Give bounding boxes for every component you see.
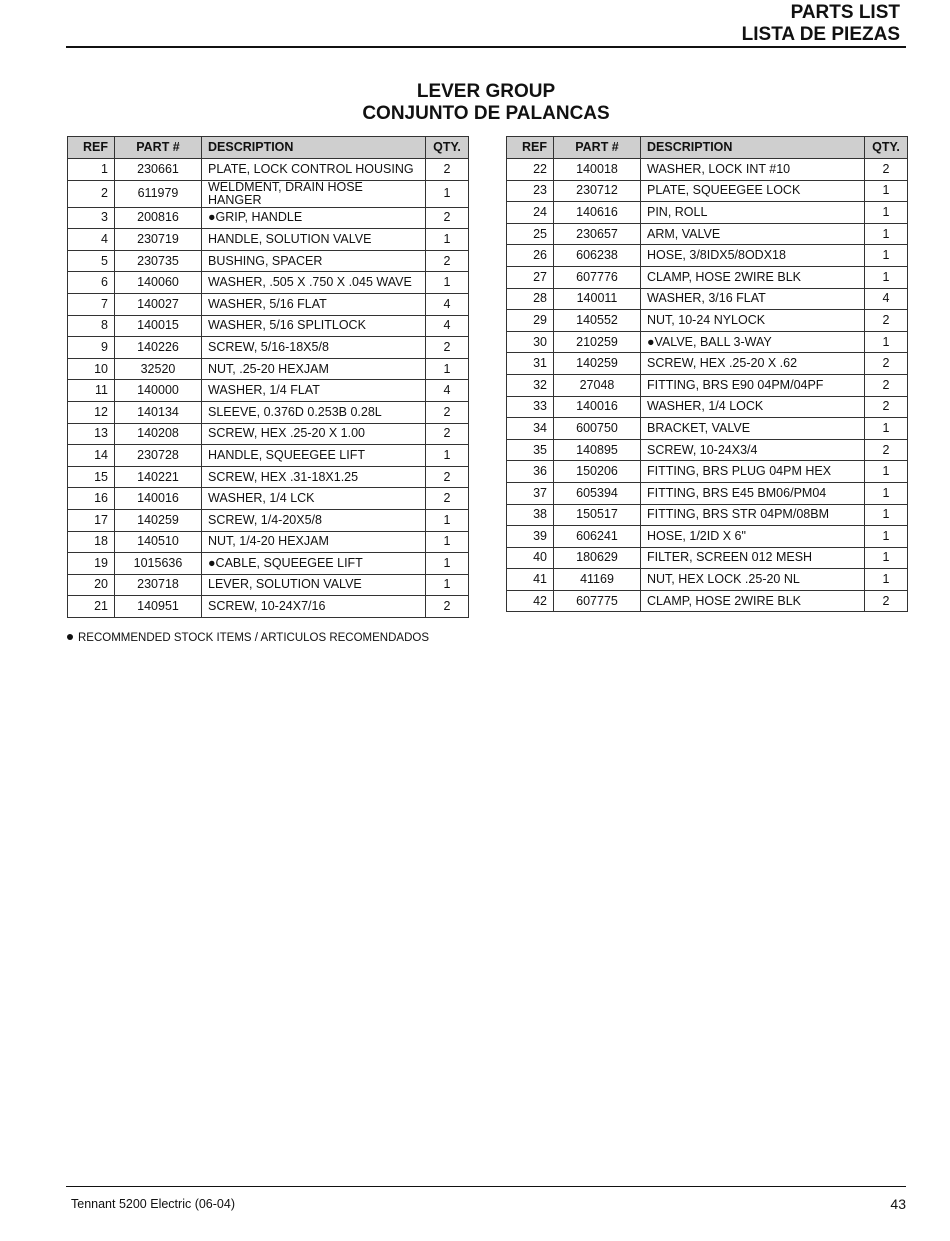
- cell-ref: 11: [68, 380, 115, 402]
- cell-ref: 1: [68, 159, 115, 181]
- cell-part-number: 140015: [115, 315, 202, 337]
- table-row: [507, 353, 908, 375]
- cell-part-number: 1015636: [115, 553, 202, 575]
- cell-description: BUSHING, SPACER: [202, 250, 426, 272]
- cell-part-number: 140895: [554, 439, 641, 461]
- cell-description: FILTER, SCREEN 012 MESH: [641, 547, 865, 569]
- table-row: [68, 509, 469, 531]
- cell-part-number: 41169: [554, 569, 641, 591]
- footer-page-number: 43: [890, 1196, 906, 1212]
- cell-qty: 1: [426, 553, 469, 575]
- cell-ref: 29: [507, 310, 554, 332]
- cell-part-number: 230718: [115, 574, 202, 596]
- header-divider: [66, 46, 906, 48]
- cell-description: SCREW, HEX .31-18X1.25: [202, 466, 426, 488]
- footer-document-info: Tennant 5200 Electric (06-04): [71, 1197, 235, 1211]
- cell-part-number: 150206: [554, 461, 641, 483]
- table-row: [68, 159, 469, 181]
- cell-ref: 21: [68, 596, 115, 618]
- cell-ref: 8: [68, 315, 115, 337]
- cell-part-number: 140259: [554, 353, 641, 375]
- table-row: [507, 223, 908, 245]
- table-row: [68, 180, 469, 207]
- cell-ref: 27: [507, 266, 554, 288]
- cell-ref: 41: [507, 569, 554, 591]
- footnote-text: RECOMMENDED STOCK ITEMS / ARTICULOS RECOMENDADOS: [78, 632, 430, 644]
- cell-description: NUT, 1/4-20 HEXJAM: [202, 531, 426, 553]
- cell-qty: 1: [865, 266, 908, 288]
- cell-ref: 7: [68, 293, 115, 315]
- cell-part-number: 140018: [554, 159, 641, 181]
- cell-part-number: 140000: [115, 380, 202, 402]
- cell-qty: 1: [865, 331, 908, 353]
- cell-description: NUT, .25-20 HEXJAM: [202, 358, 426, 380]
- cell-part-number: 200816: [115, 207, 202, 229]
- cell-part-number: 32520: [115, 358, 202, 380]
- cell-ref: 32: [507, 374, 554, 396]
- section-title-line1: LEVER GROUP: [416, 81, 556, 102]
- table-row: [507, 245, 908, 267]
- cell-description: LEVER, SOLUTION VALVE: [202, 574, 426, 596]
- table-row: [68, 488, 469, 510]
- table-row: [68, 445, 469, 467]
- cell-description: WASHER, 5/16 FLAT: [202, 293, 426, 315]
- table-row: [507, 374, 908, 396]
- cell-qty: 2: [426, 596, 469, 618]
- cell-qty: 2: [426, 401, 469, 423]
- cell-part-number: 180629: [554, 547, 641, 569]
- cell-qty: 2: [865, 439, 908, 461]
- cell-part-number: 140221: [115, 466, 202, 488]
- cell-ref: 37: [507, 482, 554, 504]
- cell-description: ARM, VALVE: [641, 223, 865, 245]
- cell-qty: 2: [426, 488, 469, 510]
- cell-ref: 25: [507, 223, 554, 245]
- cell-qty: 1: [426, 358, 469, 380]
- section-title: [66, 81, 906, 125]
- cell-qty: 2: [865, 353, 908, 375]
- cell-qty: 1: [865, 526, 908, 548]
- cell-ref: 35: [507, 439, 554, 461]
- cell-part-number: 210259: [554, 331, 641, 353]
- cell-qty: 2: [426, 337, 469, 359]
- table-row: [507, 504, 908, 526]
- cell-part-number: 605394: [554, 482, 641, 504]
- cell-qty: 2: [426, 159, 469, 181]
- cell-part-number: 150517: [554, 504, 641, 526]
- parts-table-left: [67, 136, 469, 618]
- cell-part-number: 140027: [115, 293, 202, 315]
- cell-description: FITTING, BRS PLUG 04PM HEX: [641, 461, 865, 483]
- cell-description: ●VALVE, BALL 3-WAY: [641, 331, 865, 353]
- cell-part-number: 230735: [115, 250, 202, 272]
- cell-qty: 2: [865, 159, 908, 181]
- table-header-row: [68, 137, 469, 159]
- cell-part-number: 140016: [115, 488, 202, 510]
- cell-ref: 19: [68, 553, 115, 575]
- cell-description: FITTING, BRS E45 BM06/PM04: [641, 482, 865, 504]
- table-row: [68, 466, 469, 488]
- cell-part-number: 230712: [554, 180, 641, 202]
- table-row: [507, 266, 908, 288]
- table-row: [68, 531, 469, 553]
- cell-part-number: 230719: [115, 229, 202, 251]
- cell-qty: 2: [426, 250, 469, 272]
- cell-description: BRACKET, VALVE: [641, 418, 865, 440]
- cell-part-number: 606238: [554, 245, 641, 267]
- table-row: [507, 526, 908, 548]
- cell-description: FITTING, BRS E90 04PM/04PF: [641, 374, 865, 396]
- cell-description: CLAMP, HOSE 2WIRE BLK: [641, 266, 865, 288]
- cell-part-number: 27048: [554, 374, 641, 396]
- cell-part-number: 606241: [554, 526, 641, 548]
- cell-qty: 1: [865, 245, 908, 267]
- cell-description: SCREW, 10-24X7/16: [202, 596, 426, 618]
- cell-part-number: 140060: [115, 272, 202, 294]
- cell-ref: 42: [507, 590, 554, 612]
- cell-description: WASHER, 5/16 SPLITLOCK: [202, 315, 426, 337]
- cell-part-number: 230728: [115, 445, 202, 467]
- cell-qty: 1: [865, 180, 908, 202]
- cell-description: SCREW, HEX .25-20 X .62: [641, 353, 865, 375]
- table-row: [507, 180, 908, 202]
- table-row: [68, 315, 469, 337]
- cell-qty: 2: [865, 590, 908, 612]
- table-row: [507, 288, 908, 310]
- cell-ref: 22: [507, 159, 554, 181]
- cell-qty: 1: [865, 223, 908, 245]
- footnote: [67, 631, 429, 645]
- cell-description: WELDMENT, DRAIN HOSE HANGER: [202, 180, 426, 207]
- cell-ref: 9: [68, 337, 115, 359]
- cell-description: WASHER, LOCK INT #10: [641, 159, 865, 181]
- cell-qty: 1: [865, 547, 908, 569]
- cell-qty: 4: [865, 288, 908, 310]
- table-row: [507, 418, 908, 440]
- cell-qty: 2: [865, 396, 908, 418]
- cell-qty: 2: [426, 466, 469, 488]
- cell-ref: 26: [507, 245, 554, 267]
- table-row: [507, 439, 908, 461]
- column-header-part: PART #: [554, 137, 641, 159]
- table-row: [507, 159, 908, 181]
- cell-qty: 1: [426, 574, 469, 596]
- table-row: [507, 547, 908, 569]
- cell-qty: 2: [426, 423, 469, 445]
- cell-part-number: 600750: [554, 418, 641, 440]
- cell-part-number: 230657: [554, 223, 641, 245]
- parts-table-right: [506, 136, 908, 612]
- cell-ref: 34: [507, 418, 554, 440]
- cell-qty: 1: [865, 461, 908, 483]
- table-row: [68, 380, 469, 402]
- parts-table-left-body: [68, 159, 469, 618]
- cell-ref: 30: [507, 331, 554, 353]
- cell-ref: 38: [507, 504, 554, 526]
- cell-description: WASHER, 3/16 FLAT: [641, 288, 865, 310]
- cell-description: WASHER, 1/4 LOCK: [641, 396, 865, 418]
- table-header-row: [507, 137, 908, 159]
- cell-description: NUT, HEX LOCK .25-20 NL: [641, 569, 865, 591]
- cell-description: SLEEVE, 0.376D 0.253B 0.28L: [202, 401, 426, 423]
- header-title-line2: LISTA DE PIEZAS: [741, 24, 900, 45]
- table-row: [68, 250, 469, 272]
- table-row: [68, 207, 469, 229]
- table-row: [68, 423, 469, 445]
- cell-description: HANDLE, SQUEEGEE LIFT: [202, 445, 426, 467]
- cell-ref: 20: [68, 574, 115, 596]
- cell-description: WASHER, 1/4 FLAT: [202, 380, 426, 402]
- cell-qty: 1: [865, 569, 908, 591]
- cell-part-number: 140259: [115, 509, 202, 531]
- footer-divider: [66, 1186, 906, 1187]
- header-title-line1: PARTS LIST: [790, 2, 900, 23]
- cell-qty: 2: [426, 207, 469, 229]
- column-header-description: DESCRIPTION: [641, 137, 865, 159]
- cell-description: FITTING, BRS STR 04PM/08BM: [641, 504, 865, 526]
- table-row: [68, 574, 469, 596]
- cell-description: ●CABLE, SQUEEGEE LIFT: [202, 553, 426, 575]
- cell-part-number: 140616: [554, 202, 641, 224]
- table-row: [68, 293, 469, 315]
- table-row: [507, 482, 908, 504]
- cell-description: SCREW, 5/16-18X5/8: [202, 337, 426, 359]
- cell-qty: 1: [426, 445, 469, 467]
- cell-description: HOSE, 1/2ID X 6": [641, 526, 865, 548]
- cell-qty: 1: [426, 531, 469, 553]
- table-row: [507, 396, 908, 418]
- cell-qty: 1: [426, 229, 469, 251]
- cell-description: SCREW, 1/4-20X5/8: [202, 509, 426, 531]
- table-row: [507, 202, 908, 224]
- table-row: [68, 272, 469, 294]
- table-row: [68, 401, 469, 423]
- cell-description: WASHER, .505 X .750 X .045 WAVE: [202, 272, 426, 294]
- cell-ref: 40: [507, 547, 554, 569]
- column-header-qty: QTY.: [426, 137, 469, 159]
- cell-description: PIN, ROLL: [641, 202, 865, 224]
- cell-description: PLATE, SQUEEGEE LOCK: [641, 180, 865, 202]
- cell-qty: 1: [426, 509, 469, 531]
- column-header-ref: REF: [507, 137, 554, 159]
- cell-part-number: 140016: [554, 396, 641, 418]
- cell-ref: 10: [68, 358, 115, 380]
- cell-ref: 39: [507, 526, 554, 548]
- column-header-qty: QTY.: [865, 137, 908, 159]
- cell-description: SCREW, 10-24X3/4: [641, 439, 865, 461]
- cell-part-number: 140011: [554, 288, 641, 310]
- table-row: [507, 331, 908, 353]
- cell-part-number: 230661: [115, 159, 202, 181]
- table-row: [68, 229, 469, 251]
- cell-description: NUT, 10-24 NYLOCK: [641, 310, 865, 332]
- cell-description: CLAMP, HOSE 2WIRE BLK: [641, 590, 865, 612]
- cell-description: HANDLE, SOLUTION VALVE: [202, 229, 426, 251]
- cell-ref: 28: [507, 288, 554, 310]
- table-row: [507, 310, 908, 332]
- cell-ref: 36: [507, 461, 554, 483]
- page-header-title: [742, 2, 900, 46]
- cell-qty: 4: [426, 315, 469, 337]
- cell-part-number: 140134: [115, 401, 202, 423]
- cell-part-number: 611979: [115, 180, 202, 207]
- cell-description: HOSE, 3/8IDX5/8ODX18: [641, 245, 865, 267]
- cell-qty: 2: [865, 374, 908, 396]
- cell-ref: 33: [507, 396, 554, 418]
- cell-ref: 15: [68, 466, 115, 488]
- cell-ref: 23: [507, 180, 554, 202]
- cell-ref: 24: [507, 202, 554, 224]
- table-row: [68, 337, 469, 359]
- table-row: [68, 358, 469, 380]
- cell-qty: 1: [865, 504, 908, 526]
- cell-qty: 4: [426, 293, 469, 315]
- cell-part-number: 140208: [115, 423, 202, 445]
- cell-description: WASHER, 1/4 LCK: [202, 488, 426, 510]
- cell-ref: 13: [68, 423, 115, 445]
- column-header-description: DESCRIPTION: [202, 137, 426, 159]
- table-row: [68, 596, 469, 618]
- cell-part-number: 140951: [115, 596, 202, 618]
- cell-part-number: 140510: [115, 531, 202, 553]
- cell-ref: 16: [68, 488, 115, 510]
- bullet-icon: [67, 634, 73, 640]
- cell-description: ●GRIP, HANDLE: [202, 207, 426, 229]
- cell-qty: 1: [865, 482, 908, 504]
- cell-description: SCREW, HEX .25-20 X 1.00: [202, 423, 426, 445]
- table-row: [507, 590, 908, 612]
- column-header-ref: REF: [68, 137, 115, 159]
- cell-description: PLATE, LOCK CONTROL HOUSING: [202, 159, 426, 181]
- cell-qty: 1: [865, 418, 908, 440]
- cell-qty: 1: [426, 272, 469, 294]
- cell-qty: 1: [865, 202, 908, 224]
- cell-ref: 18: [68, 531, 115, 553]
- cell-part-number: 607775: [554, 590, 641, 612]
- cell-ref: 12: [68, 401, 115, 423]
- cell-part-number: 607776: [554, 266, 641, 288]
- cell-part-number: 140226: [115, 337, 202, 359]
- cell-part-number: 140552: [554, 310, 641, 332]
- cell-ref: 14: [68, 445, 115, 467]
- cell-ref: 17: [68, 509, 115, 531]
- cell-ref: 3: [68, 207, 115, 229]
- cell-ref: 6: [68, 272, 115, 294]
- cell-ref: 2: [68, 180, 115, 207]
- cell-ref: 31: [507, 353, 554, 375]
- cell-qty: 4: [426, 380, 469, 402]
- cell-ref: 5: [68, 250, 115, 272]
- cell-qty: 2: [865, 310, 908, 332]
- section-title-line2: CONJUNTO DE PALANCAS: [362, 103, 610, 124]
- column-header-part: PART #: [115, 137, 202, 159]
- table-row: [68, 553, 469, 575]
- table-row: [507, 569, 908, 591]
- parts-table-right-body: [507, 159, 908, 612]
- cell-ref: 4: [68, 229, 115, 251]
- cell-qty: 1: [426, 180, 469, 207]
- table-row: [507, 461, 908, 483]
